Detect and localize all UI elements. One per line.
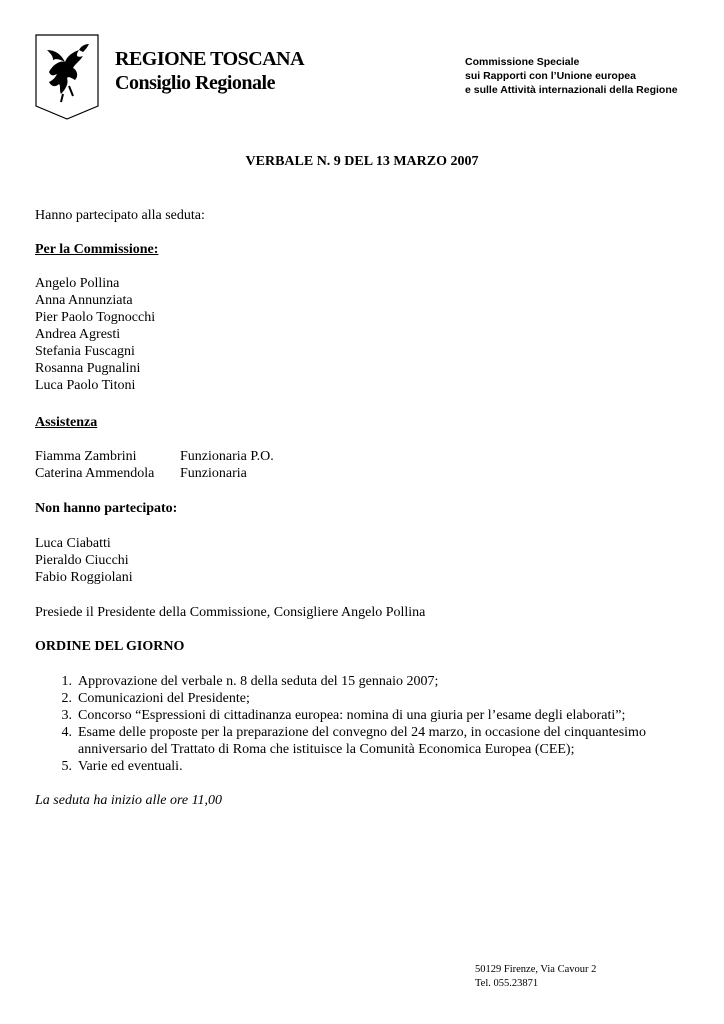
assistance-heading: Assistenza xyxy=(35,415,98,430)
list-item: Luca Paolo Titoni xyxy=(35,378,136,393)
commission-line: sui Rapporti con l’Unione europea xyxy=(465,70,636,82)
address-line: 50129 Firenze, Via Cavour 2 xyxy=(475,964,597,975)
agenda-number: 4. xyxy=(61,725,72,740)
agenda-number: 2. xyxy=(61,691,72,706)
agenda-number: 5. xyxy=(61,759,72,774)
agenda-item xyxy=(35,758,685,775)
agenda-list xyxy=(35,673,685,775)
commission-line: e sulle Attività internazionali della Regione xyxy=(465,84,678,96)
list-item: Rosanna Pugnalini xyxy=(35,361,141,376)
assistant-role: Funzionaria P.O. xyxy=(180,449,274,464)
assistant-name: Caterina Ammendola xyxy=(35,466,155,481)
commission-header xyxy=(465,55,678,97)
list-item: Fabio Roggiolani xyxy=(35,570,133,585)
commission-line: Commissione Speciale xyxy=(465,56,580,68)
logo-title: REGIONE TOSCANA xyxy=(115,48,305,70)
agenda-text: Varie ed eventuali. xyxy=(78,759,183,774)
agenda-text: Esame delle proposte per la preparazione del convegno del 24 marzo, in occasione del cinquantesimo anniversario del Trattato di Roma che istituisce la Comunità Economica Europea (CEE); xyxy=(78,725,646,757)
agenda-text: Approvazione del verbale n. 8 della seduta del 15 gennaio 2007; xyxy=(78,674,439,689)
phone-line: Tel. 055.23871 xyxy=(475,978,539,989)
list-item: Pieraldo Ciucchi xyxy=(35,553,129,568)
intro-text: Hanno partecipato alla seduta: xyxy=(35,208,205,223)
list-item: Anna Annunziata xyxy=(35,293,133,308)
agenda-heading: ORDINE DEL GIORNO xyxy=(35,639,185,654)
commission-members-list xyxy=(35,275,155,394)
logo-subtitle: Consiglio Regionale xyxy=(115,72,275,94)
agenda-item xyxy=(35,707,685,724)
agenda-text: Comunicazioni del Presidente; xyxy=(78,691,250,706)
list-item: Stefania Fuscagni xyxy=(35,344,135,359)
commission-heading: Per la Commissione: xyxy=(35,242,159,257)
list-item: Luca Ciabatti xyxy=(35,536,111,551)
agenda-item xyxy=(35,690,685,707)
regione-toscana-logo xyxy=(35,34,305,120)
agenda-text: Concorso “Espressioni di cittadinanza europea: nomina di una giuria per l’esame degli elaborati”; xyxy=(78,708,626,723)
agenda-item xyxy=(35,724,685,758)
presides-text: Presiede il Presidente della Commissione, Consigliere Angelo Pollina xyxy=(35,605,426,620)
list-item: Andrea Agresti xyxy=(35,327,121,342)
list-item: Angelo Pollina xyxy=(35,276,120,291)
assistance-list xyxy=(35,448,274,482)
list-item xyxy=(35,465,274,482)
session-start-text: La seduta ha inizio alle ore 11,00 xyxy=(35,793,223,808)
document-title: VERBALE N. 9 DEL 13 MARZO 2007 xyxy=(245,154,479,169)
assistant-name: Fiamma Zambrini xyxy=(35,449,137,464)
agenda-number: 1. xyxy=(61,674,72,689)
list-item: Pier Paolo Tognocchi xyxy=(35,310,156,325)
absent-heading: Non hanno partecipato: xyxy=(35,501,178,516)
footer-address xyxy=(475,963,596,991)
agenda-item xyxy=(35,673,685,690)
agenda-number: 3. xyxy=(61,708,72,723)
absent-members-list xyxy=(35,535,133,586)
assistant-role: Funzionaria xyxy=(180,466,247,481)
list-item xyxy=(35,448,274,465)
pegasus-shield-icon xyxy=(35,34,99,120)
